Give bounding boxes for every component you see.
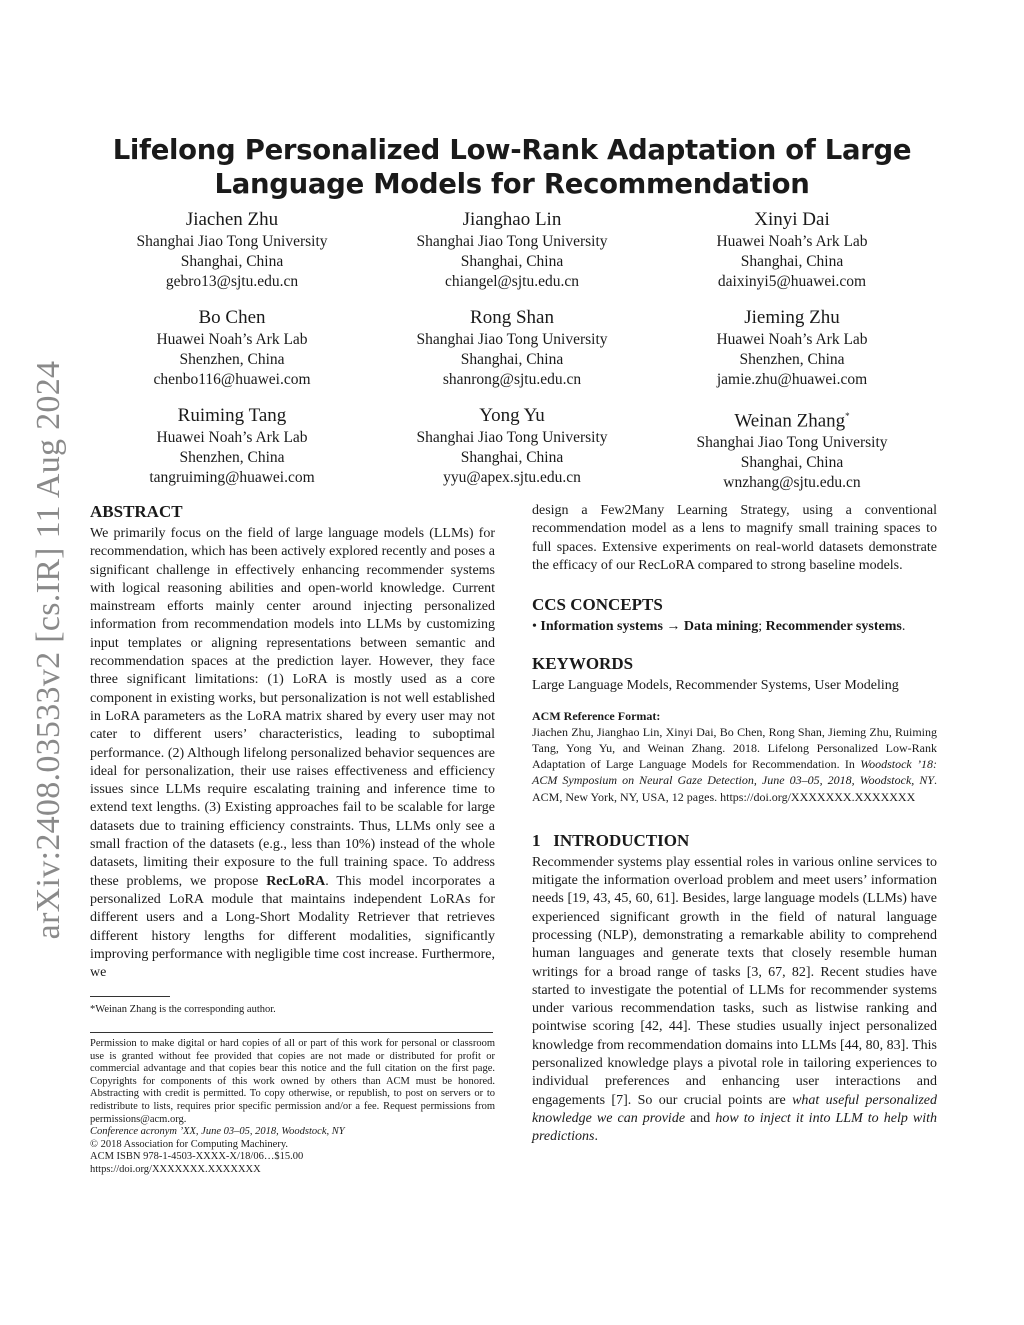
ccs-item: Data mining xyxy=(683,619,759,635)
author-card xyxy=(372,208,652,306)
ccs-concepts xyxy=(532,618,937,636)
abstract-text xyxy=(90,525,495,982)
arxiv-id: arXiv:2408.03533v2 [cs.IR] 11 Aug 2024 xyxy=(30,360,67,940)
paper-title: Lifelong Personalized Low-Rank Adaptation of Large Language Models for Recommendation xyxy=(112,134,912,200)
author-email[interactable]: tangruiming@huawei.com xyxy=(149,469,315,486)
intro-part-3: . xyxy=(594,1129,598,1145)
author-name-text: Weinan Zhang xyxy=(734,410,846,432)
author-card xyxy=(372,306,652,404)
author-location: Shenzhen, China xyxy=(739,351,845,368)
author-location: Shanghai, China xyxy=(180,253,284,270)
author-email[interactable]: wnzhang@sjtu.edu.cn xyxy=(723,474,861,492)
keywords-heading: KEYWORDS xyxy=(532,654,634,674)
intro-part-1: Recommender systems play essential roles in various online services to mitigate the information overload problem and meet users’ information needs [19, 43, 45, 60, 61]. Besides, large language models (LLMs) have experienced significant growth in the field of natural language processing (NLP), demonstrating a remarkable ability to comprehend human languages and generate texts that closely resemble human writings for a broad range of tasks [3, 67, 82]. Recent studies have started to investigate the potential of LLMs for recommender systems under various recommendation tasks, such as listwise ranking and pointwise scoring [42, 44]. These studies usually inject personalized knowledge from recommendation domains into LLMs [44, 80, 83]. This personalized knowledge plays a pivotal role in tailoring experiences to individual preferences and enhancing user interactions and engagements [7]. So our crucial points are xyxy=(532,854,937,1108)
author-email[interactable]: yyu@apex.sjtu.edu.cn xyxy=(443,469,581,486)
author-name: Rong Shan xyxy=(470,307,554,328)
corresponding-author-mark: * xyxy=(845,411,850,421)
author-affiliation: Shanghai Jiao Tong University xyxy=(416,233,608,250)
author-name: Ruiming Tang xyxy=(177,405,287,426)
ccs-end: . xyxy=(901,619,906,635)
ccs-item: Information systems xyxy=(540,619,663,635)
keywords-text: Large Language Models, Recommender Systems, User Modeling xyxy=(532,678,899,694)
acm-reference xyxy=(532,708,937,805)
arxiv-identifier-stamp xyxy=(28,355,70,945)
author-row xyxy=(92,404,932,502)
abstract-heading: ABSTRACT xyxy=(90,502,183,521)
ccs-bullet: • xyxy=(532,619,537,635)
author-email[interactable]: chiangel@sjtu.edu.cn xyxy=(445,273,579,290)
author-affiliation: Huawei Noah’s Ark Lab xyxy=(716,331,868,348)
author-location: Shanghai, China xyxy=(460,449,564,466)
author-location: Shanghai, China xyxy=(740,253,844,270)
author-affiliation: Shanghai Jiao Tong University xyxy=(416,429,608,446)
author-name: Yong Yu xyxy=(479,405,545,426)
author-affiliation: Huawei Noah’s Ark Lab xyxy=(716,233,868,250)
copyright-line: © 2018 Association for Computing Machinery. xyxy=(90,1138,289,1150)
acm-reference-part-1: Jiachen Zhu, Jianghao Lin, Xinyi Dai, Bo Chen, Rong Shan, Jieming Zhu, Ruiming Tang, Yong Yu, and Weinan Zhang. 2018. Lifelong Personalized Low-Rank Adaptation of Large Language Models for Recommendation. In xyxy=(532,724,937,772)
isbn-line: ACM ISBN 978-1-4503-XXXX-X/18/06…$15.00 xyxy=(90,1151,304,1163)
acm-reference-text xyxy=(532,724,937,805)
abstract-text-part-2: . This model incorporates a personalized LoRA module that maintains independent LoRAs for different users and a Long-Short Modality Retriever that retrieves different history lengths for different modalities, significantly improving performance with negligible time cost increase. Furthermore, we xyxy=(90,873,495,981)
author-block xyxy=(92,208,932,502)
author-row xyxy=(92,306,932,404)
ccs-item: Recommender systems xyxy=(765,619,902,635)
author-location: Shanghai, China xyxy=(740,454,844,472)
author-email[interactable]: chenbo116@huawei.com xyxy=(153,371,311,388)
author-name: Xinyi Dai xyxy=(754,209,830,230)
author-location: Shenzhen, China xyxy=(179,449,285,466)
conference-info: Conference acronym ’XX, June 03–05, 2018, Woodstock, NY xyxy=(90,1126,345,1138)
author-card xyxy=(92,404,372,502)
author-email[interactable]: gebro13@sjtu.edu.cn xyxy=(165,273,299,290)
author-email[interactable]: jamie.zhu@huawei.com xyxy=(716,371,868,388)
abstract-text-part-1: We primarily focus on the field of large language models (LLMs) for recommendation, which has been actively explored recently and poses a significant challenge in effectively enhancing recommender systems with logical reasoning abilities and open-world knowledge. Current mainstream efforts mainly center around injecting personalized information from recommendation models into LLMs by customizing input templates or aligning representations between semantic and recommendation spaces at the prediction layer. However, they face three significant limitations: (1) LoRA is mostly used as a core component in existing works, but personalization is not well established in LoRA parameters as the LoRA matrix shared by every user may not cater to different users’ characteristics, leading to suboptimal performance. (2) Although lifelong personalized behavior sequences are ideal for personalization, their use raises effectiveness and efficiency issues since LLMs require escalating training and inference time to extend text lengths. (3) Existing approaches fail to be scalable for large datasets due to training efficiency constraints. Thus, LLMs only see a small fraction of the datasets (e.g., less than 10%) instead of the whole datasets, limiting their exposure to the full training space. To address these problems, we propose xyxy=(90,526,495,889)
author-location: Shenzhen, China xyxy=(179,351,285,368)
corresponding-author-footnote: *Weinan Zhang is the corresponding author. xyxy=(90,1004,276,1015)
author-card xyxy=(652,404,932,502)
abstract-continued: design a Few2Many Learning Strategy, using a conventional recommendation model as a lens to magnify small training spaces to full spaces. Extensive experiments on real-world datasets demonstrate the efficacy of our RecLoRA compared to strong baseline models. xyxy=(532,503,937,573)
author-row xyxy=(92,208,932,306)
acm-reference-venue: Woodstock ’18: ACM Symposium on Neural Gaze Detection, June 03–05, 2018, Woodstock, NY xyxy=(532,757,937,788)
introduction-heading: 1 INTRODUCTION xyxy=(532,830,690,850)
ccs-separator: ; xyxy=(758,619,766,635)
left-column xyxy=(90,502,495,982)
doi-line[interactable]: https://doi.org/XXXXXXX.XXXXXXX xyxy=(90,1163,261,1175)
author-card xyxy=(652,306,932,404)
author-email[interactable]: daixinyi5@huawei.com xyxy=(717,273,867,290)
author-name: Jianghao Lin xyxy=(462,209,562,230)
author-affiliation: Shanghai Jiao Tong University xyxy=(696,434,888,452)
ccs-arrow: → xyxy=(662,619,684,635)
author-email[interactable]: shanrong@sjtu.edu.cn xyxy=(442,371,582,388)
author-location: Shanghai, China xyxy=(460,351,564,368)
author-name xyxy=(652,404,932,433)
author-affiliation: Shanghai Jiao Tong University xyxy=(416,331,608,348)
intro-emphasis: how to inject it into LLM to help with predictions xyxy=(532,1110,938,1145)
model-name: RecLoRA xyxy=(266,873,326,889)
right-column xyxy=(532,502,937,1147)
intro-emphasis: what useful personalized knowledge we can provide xyxy=(532,1092,937,1126)
author-name: Jieming Zhu xyxy=(744,307,840,328)
author-affiliation: Huawei Noah’s Ark Lab xyxy=(156,429,308,446)
permission-divider xyxy=(90,1032,493,1033)
author-card xyxy=(372,404,652,502)
intro-part-2: and xyxy=(685,1110,716,1126)
permission-text: Permission to make digital or hard copies of all or part of this work for personal or classroom use is granted without fee provided that copies are not made or distributed for profit or commercial advantage and that copies bear this notice and the full citation on the first page. Copyrights for components of this work owned by others than ACM must be honored. Abstracting with credit is permitted. To copy otherwise, or republish, to post on servers or to redistribute to lists, requires prior specific permission and/or a fee. Request permissions from permissions@acm.org. xyxy=(90,1038,495,1125)
ccs-heading: CCS CONCEPTS xyxy=(532,595,663,615)
footnote-divider xyxy=(90,996,170,997)
author-affiliation: Huawei Noah’s Ark Lab xyxy=(156,331,308,348)
acm-reference-part-2: . ACM, New York, NY, USA, 12 pages. https://doi.org/XXXXXXX.XXXXXXX xyxy=(532,773,937,804)
author-card xyxy=(92,306,372,404)
author-card xyxy=(92,208,372,306)
author-name: Bo Chen xyxy=(198,307,266,328)
permission-block xyxy=(90,1038,495,1177)
acm-reference-heading: ACM Reference Format: xyxy=(532,708,661,723)
author-location: Shanghai, China xyxy=(460,253,564,270)
author-affiliation: Shanghai Jiao Tong University xyxy=(136,233,328,250)
author-card xyxy=(652,208,932,306)
author-name: Jiachen Zhu xyxy=(185,209,279,230)
introduction-text xyxy=(532,854,937,1147)
